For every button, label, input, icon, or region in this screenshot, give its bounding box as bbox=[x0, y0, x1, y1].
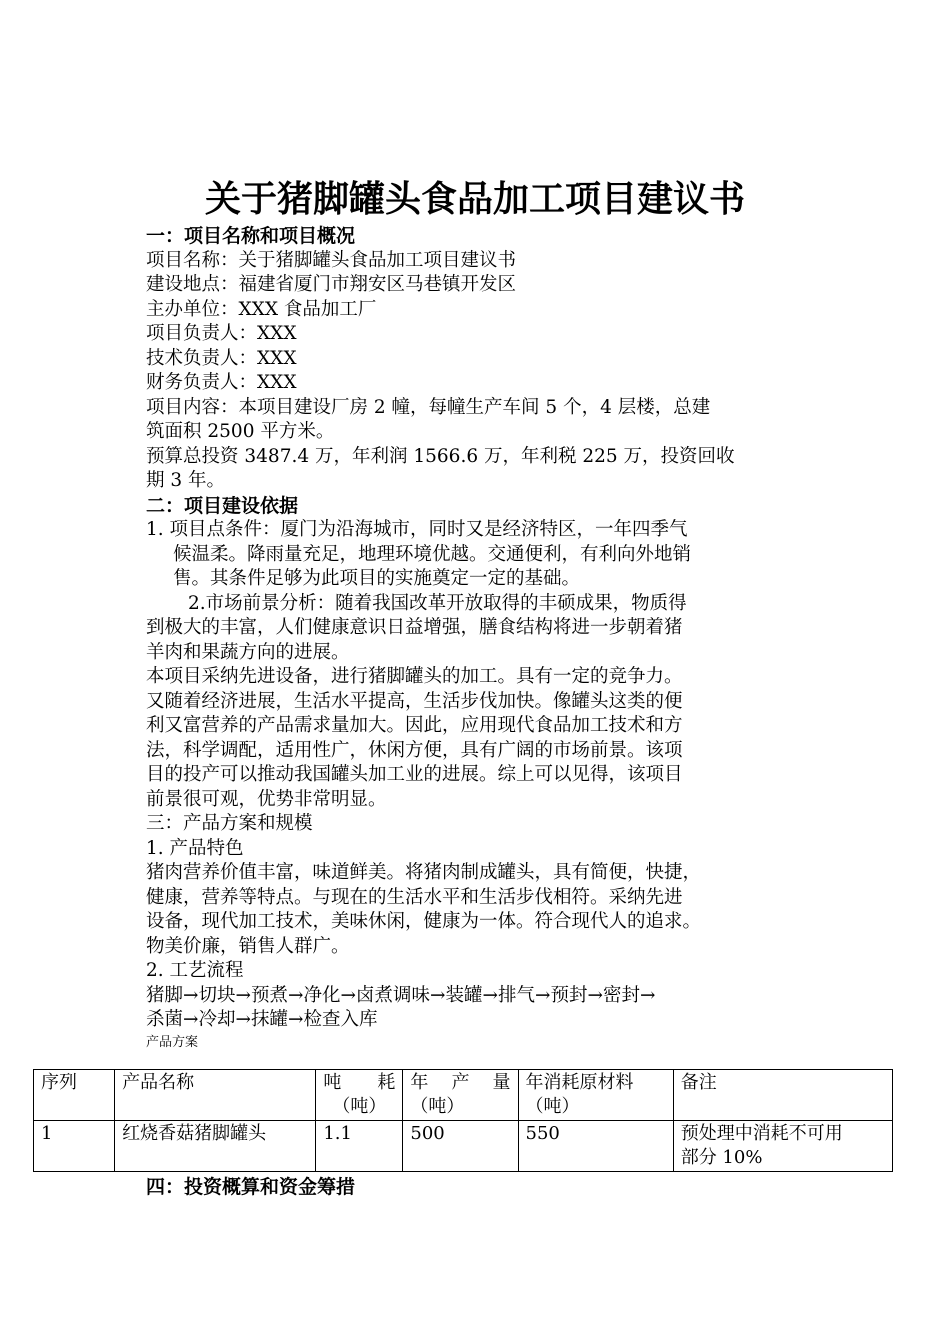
header-cell-product-name: 产品名称 bbox=[115, 1070, 316, 1121]
paragraph-line: 物美价廉，销售人群广。 bbox=[146, 935, 350, 957]
paragraph-line: 建设地点：福建省厦门市翔安区马巷镇开发区 bbox=[146, 274, 517, 295]
paragraph-line: 到极大的丰富，人们健康意识日益增强，膳食结构将进一步朝着猪 bbox=[146, 617, 683, 638]
paragraph-line: 期 3 年。 bbox=[146, 470, 226, 491]
product-plan-table bbox=[33, 1069, 893, 1172]
table-row bbox=[34, 1121, 893, 1172]
paragraph-line: 猪肉营养价值丰富，味道鲜美。将猪肉制成罐头，具有简便，快捷， bbox=[146, 862, 702, 883]
header-cell-consumption bbox=[316, 1070, 403, 1121]
paragraph-line: 目的投产可以推动我国罐头加工业的进展。综上可以见得，该项目 bbox=[146, 764, 683, 785]
section-heading-3: 三：产品方案和规模 bbox=[146, 813, 313, 834]
process-flow-line: 杀菌→冷却→抹罐→检查入库 bbox=[146, 1009, 378, 1030]
table-header-row bbox=[34, 1070, 893, 1121]
paragraph-line: 又随着经济进展，生活水平提高，生活步伐加快。像罐头这类的便 bbox=[146, 690, 683, 712]
header-cell-remarks: 备注 bbox=[673, 1070, 892, 1121]
paragraph-line: 2.市场前景分析：随着我国改革开放取得的丰硕成果，物质得 bbox=[188, 592, 687, 614]
paragraph-line: 羊肉和果蔬方向的进展。 bbox=[146, 641, 350, 663]
paragraph-line: 前景很可观，优势非常明显。 bbox=[146, 788, 387, 810]
header-cell-consumption-unit: （吨） bbox=[332, 1096, 387, 1117]
paragraph-line: 健康，营养等特点。与现在的生活水平和生活步伐相符。采纳先进 bbox=[146, 886, 683, 908]
paragraph-line: 法，科学调配，适用性广，休闲方便，具有广阔的市场前景。该项 bbox=[146, 739, 683, 761]
cell-consumption: 1.1 bbox=[316, 1121, 403, 1172]
list-item-line: 候温柔。降雨量充足，地理环境优越。交通便利，有利向外地销 bbox=[173, 543, 692, 565]
header-cell-raw-material-unit: （吨） bbox=[525, 1096, 580, 1117]
paragraph-line: 利又富营养的产品需求量加大。因此，应用现代食品加工技术和方 bbox=[146, 715, 683, 736]
paragraph-line: 预算总投资 3487.4 万，年利润 1566.6 万，年利税 225 万，投资回收 bbox=[146, 445, 735, 467]
paragraph-line: 筑面积 2500 平方米。 bbox=[146, 421, 335, 442]
table-caption: 产品方案 bbox=[146, 1034, 199, 1050]
cell-raw-material: 550 bbox=[518, 1121, 673, 1172]
paragraph-line: 财务负责人：XXX bbox=[146, 372, 297, 393]
paragraph-line: 设备，现代加工技术，美味休闲，健康为一体。符合现代人的追求。 bbox=[146, 911, 702, 932]
cell-remarks: 预处理中消耗不可用 部分 10% bbox=[673, 1121, 892, 1172]
subheading: 1. 产品特色 bbox=[146, 837, 244, 859]
header-cell-annual-output-line1: 年 产 量 bbox=[410, 1072, 511, 1093]
paragraph-line: 主办单位：XXX 食品加工厂 bbox=[146, 298, 377, 320]
header-cell-annual-output bbox=[403, 1070, 518, 1121]
cell-product-name: 红烧香菇猪脚罐头 bbox=[115, 1121, 316, 1172]
section-heading-4: 四：投资概算和资金筹措 bbox=[146, 1176, 356, 1198]
process-flow-line: 猪脚→切块→预煮→净化→卤煮调味→装罐→排气→预封→密封→ bbox=[146, 984, 656, 1006]
section-heading-1: 一：项目名称和项目概况 bbox=[146, 225, 356, 247]
subheading: 2. 工艺流程 bbox=[146, 960, 244, 981]
paragraph-line: 本项目采纳先进设备，进行猪脚罐头的加工。具有一定的竞争力。 bbox=[146, 666, 683, 687]
cell-index: 1 bbox=[34, 1121, 115, 1172]
paragraph-line: 项目名称：关于猪脚罐头食品加工项目建议书 bbox=[146, 249, 517, 271]
document-title: 关于猪脚罐头食品加工项目建议书 bbox=[204, 179, 745, 220]
header-cell-index: 序列 bbox=[34, 1070, 115, 1121]
paragraph-line: 项目负责人：XXX bbox=[146, 323, 297, 344]
header-cell-annual-output-unit: （吨） bbox=[410, 1096, 465, 1117]
document-body bbox=[146, 224, 814, 1051]
paragraph-line: 技术负责人：XXX bbox=[146, 347, 297, 369]
header-cell-consumption-line1: 吨 耗 bbox=[323, 1072, 396, 1093]
paragraph-line: 项目内容：本项目建设厂房 2 幢，每幢生产车间 5 个，4 层楼，总建 bbox=[146, 396, 711, 418]
list-item-line: 售。其条件足够为此项目的实施奠定一定的基础。 bbox=[173, 568, 581, 589]
cell-annual-output: 500 bbox=[403, 1121, 518, 1172]
header-cell-raw-material: 年消耗原材料 （吨） bbox=[518, 1070, 673, 1121]
section-heading-2: 二：项目建设依据 bbox=[146, 494, 299, 517]
list-item-line: 1. 项目点条件：厦门为沿海城市，同时又是经济特区，一年四季气 bbox=[146, 519, 688, 540]
